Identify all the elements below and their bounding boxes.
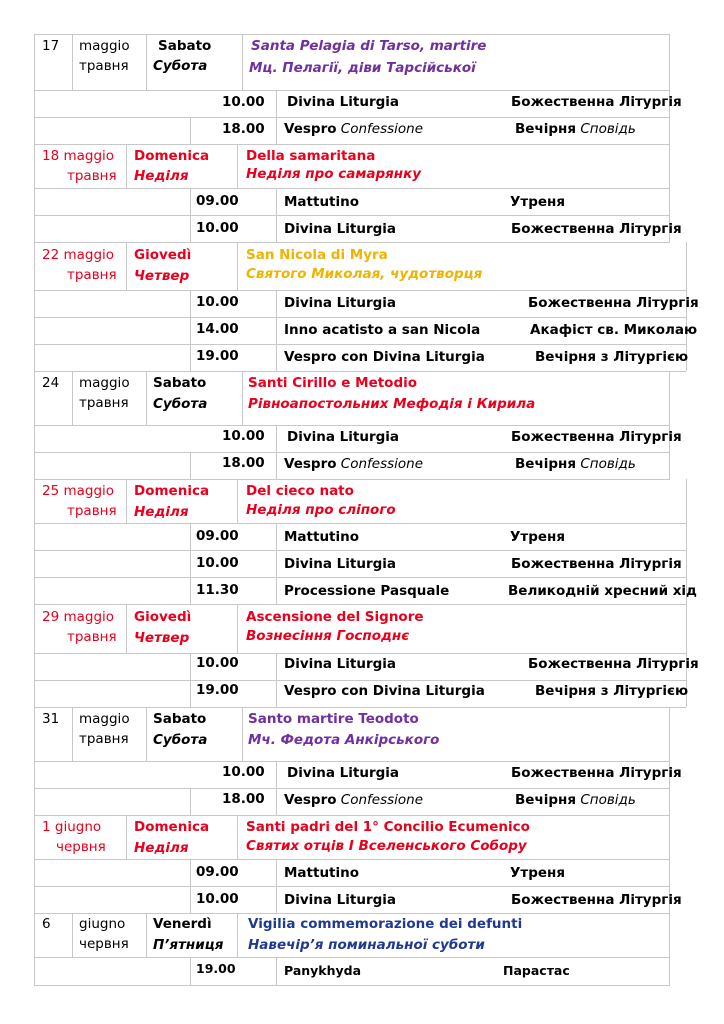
event-title-ua: Вознесіння Господнє bbox=[246, 628, 410, 644]
service-ua: Великодній хресний хід bbox=[508, 583, 697, 599]
event-month-it: maggio bbox=[79, 711, 130, 727]
service-time: 14.00 bbox=[196, 321, 239, 337]
service-ua: Божественна Літургія bbox=[511, 892, 682, 908]
service-ua-main: Вечірня bbox=[515, 792, 577, 808]
service-it: Vespro con Divina Liturgia bbox=[284, 683, 485, 699]
event-weekday-it: Sabato bbox=[153, 711, 207, 727]
event-month-it: maggio bbox=[63, 483, 115, 499]
service-time: 18.00 bbox=[222, 455, 265, 471]
event-weekday-it: Venerdì bbox=[153, 916, 212, 932]
service-it: Processione Pasquale bbox=[284, 583, 450, 599]
event-month-it: maggio bbox=[63, 247, 115, 263]
service-time: 10.00 bbox=[222, 764, 265, 780]
event-title-ua: Неділя про самарянку bbox=[246, 166, 422, 182]
service-it-main: Vespro bbox=[284, 456, 337, 472]
event-weekday-ua: Неділя bbox=[134, 168, 189, 184]
service-it: Divina Liturgia bbox=[284, 221, 397, 237]
event-title-ua: Мц. Пелагії, діви Тарсійської bbox=[249, 60, 476, 76]
event-month-it: maggio bbox=[63, 148, 115, 164]
service-it-note: Confessione bbox=[340, 792, 424, 808]
event-weekday-ua: П’ятниця bbox=[153, 937, 224, 953]
event-month-it: maggio bbox=[79, 375, 130, 391]
service-it: Divina Liturgia bbox=[284, 556, 397, 572]
service-ua-note: Сповідь bbox=[580, 121, 636, 137]
event-date bbox=[42, 150, 114, 164]
service-ua bbox=[515, 794, 636, 808]
event-weekday-it: Sabato bbox=[153, 375, 207, 391]
service-ua: Вечірня з Літургією bbox=[535, 349, 689, 365]
event-day: 24 bbox=[42, 375, 60, 391]
service-it: Divina Liturgia bbox=[284, 656, 397, 672]
service-it: Divina Liturgia bbox=[287, 94, 400, 110]
event-day: 31 bbox=[42, 711, 60, 727]
event-weekday-ua: Четвер bbox=[134, 268, 190, 284]
service-time: 09.00 bbox=[196, 864, 239, 880]
event-weekday-it: Domenica bbox=[134, 819, 210, 835]
service-ua: Божественна Літургія bbox=[511, 765, 682, 781]
event-title-it: Della samaritana bbox=[246, 148, 376, 164]
event-month-ua: травня bbox=[67, 168, 117, 184]
event-weekday-ua: Субота bbox=[153, 396, 208, 412]
service-time: 10.00 bbox=[196, 655, 239, 671]
event-weekday-it: Domenica bbox=[134, 148, 210, 164]
service-it: Divina Liturgia bbox=[287, 765, 400, 781]
event-month-it: maggio bbox=[79, 38, 130, 54]
event-month-ua: травня bbox=[67, 503, 117, 519]
event-title-it: Santi padri del 1° Concilio Ecumenico bbox=[246, 819, 530, 835]
service-it: Inno acatisto a san Nicola bbox=[284, 322, 481, 338]
event-month-ua: травня bbox=[79, 731, 129, 747]
event-month-it: maggio bbox=[63, 609, 115, 625]
event-title-it: San Nicola di Myra bbox=[246, 247, 388, 263]
event-title-it: Santo martire Teodoto bbox=[248, 711, 419, 727]
service-it: Panykhyda bbox=[284, 963, 362, 978]
service-time: 19.00 bbox=[196, 682, 239, 698]
event-title-ua: Навечір’я поминальної суботи bbox=[248, 937, 485, 953]
service-ua bbox=[515, 123, 636, 137]
event-date bbox=[42, 611, 114, 625]
event-weekday-ua: Неділя bbox=[134, 840, 189, 856]
event-title-it: Vigilia commemorazione dei defunti bbox=[248, 916, 523, 932]
service-it-note: Confessione bbox=[340, 456, 424, 472]
service-it bbox=[284, 123, 423, 137]
event-day: 25 bbox=[42, 483, 60, 499]
service-it: Divina Liturgia bbox=[284, 892, 397, 908]
event-title-it: Del cieco nato bbox=[246, 483, 354, 499]
event-date bbox=[42, 821, 101, 835]
service-time: 10.00 bbox=[222, 94, 265, 110]
service-it bbox=[284, 794, 423, 808]
event-title-it: Santi Cirillo e Metodio bbox=[248, 375, 418, 391]
event-title-ua: Мч. Федота Анкірського bbox=[248, 732, 440, 748]
event-title-it: Ascensione del Signore bbox=[246, 609, 424, 625]
service-it-note: Confessione bbox=[340, 121, 424, 137]
service-time: 09.00 bbox=[196, 528, 239, 544]
service-time: 10.00 bbox=[196, 891, 239, 907]
event-month-ua: червня bbox=[56, 839, 106, 855]
service-it: Divina Liturgia bbox=[284, 295, 397, 311]
event-month-ua: червня bbox=[79, 936, 129, 952]
service-ua: Парастас bbox=[503, 963, 570, 978]
event-title-ua: Рівноапостольних Мефодія і Кирила bbox=[248, 396, 536, 412]
service-it: Mattutino bbox=[284, 194, 360, 210]
service-time: 18.00 bbox=[222, 791, 265, 807]
service-it-main: Vespro bbox=[284, 121, 337, 137]
event-weekday-it: Domenica bbox=[134, 483, 210, 499]
service-ua-note: Сповідь bbox=[580, 456, 636, 472]
event-day: 17 bbox=[42, 38, 60, 54]
event-weekday-it: Giovedì bbox=[134, 609, 192, 625]
event-month-it: giugno bbox=[54, 819, 102, 835]
event-month-ua: травня bbox=[79, 58, 129, 74]
service-it bbox=[284, 458, 423, 472]
service-it: Mattutino bbox=[284, 529, 360, 545]
service-time: 11.30 bbox=[196, 582, 239, 598]
service-time: 09.00 bbox=[196, 193, 239, 209]
service-time: 10.00 bbox=[222, 428, 265, 444]
event-weekday-ua: Четвер bbox=[134, 630, 190, 646]
service-ua: Божественна Літургія bbox=[528, 295, 699, 311]
service-time: 10.00 bbox=[196, 220, 239, 236]
service-ua-main: Вечірня bbox=[515, 121, 577, 137]
service-ua: Божественна Літургія bbox=[511, 94, 682, 110]
event-month-it: giugno bbox=[79, 916, 126, 932]
event-weekday-ua: Субота bbox=[153, 732, 208, 748]
event-weekday-it: Giovedì bbox=[134, 247, 192, 263]
service-ua: Божественна Літургія bbox=[511, 556, 682, 572]
service-it: Divina Liturgia bbox=[287, 429, 400, 445]
event-day: 18 bbox=[42, 148, 60, 164]
event-day: 1 bbox=[42, 819, 51, 835]
event-title-it: Santa Pelagia di Tarso, martire bbox=[251, 38, 487, 54]
service-it-main: Vespro bbox=[284, 792, 337, 808]
service-it: Vespro con Divina Liturgia bbox=[284, 349, 485, 365]
event-month-ua: травня bbox=[67, 267, 117, 283]
service-ua: Утреня bbox=[510, 194, 566, 210]
event-weekday-ua: Неділя bbox=[134, 504, 189, 520]
event-date bbox=[42, 485, 114, 499]
service-time: 18.00 bbox=[222, 121, 265, 137]
event-title-ua: Святих отців І Вселенського Собору bbox=[246, 838, 527, 854]
event-day: 22 bbox=[42, 247, 60, 263]
event-month-ua: травня bbox=[67, 629, 117, 645]
event-day: 6 bbox=[42, 916, 51, 932]
service-ua bbox=[515, 458, 636, 472]
service-ua: Божественна Літургія bbox=[511, 429, 682, 445]
event-title-ua: Неділя про сліпого bbox=[246, 502, 396, 518]
service-ua: Вечірня з Літургією bbox=[535, 683, 689, 699]
service-ua: Акафіст св. Миколаю bbox=[530, 322, 698, 338]
event-title-ua: Святого Миколая, чудотворця bbox=[246, 266, 483, 282]
service-time: 10.00 bbox=[196, 294, 239, 310]
service-ua: Утреня bbox=[510, 529, 566, 545]
service-ua-note: Сповідь bbox=[580, 792, 636, 808]
event-weekday-ua: Субота bbox=[153, 58, 208, 74]
event-weekday-it: Sabato bbox=[158, 38, 212, 54]
service-ua: Божественна Літургія bbox=[511, 221, 682, 237]
service-ua: Божественна Літургія bbox=[528, 656, 699, 672]
service-time: 10.00 bbox=[196, 555, 239, 571]
service-time: 19.00 bbox=[196, 961, 236, 976]
service-time: 19.00 bbox=[196, 348, 239, 364]
service-ua: Утреня bbox=[510, 865, 566, 881]
service-ua-main: Вечірня bbox=[515, 456, 577, 472]
event-month-ua: травня bbox=[79, 395, 129, 411]
event-day: 29 bbox=[42, 609, 60, 625]
event-date bbox=[42, 249, 114, 263]
service-it: Mattutino bbox=[284, 865, 360, 881]
